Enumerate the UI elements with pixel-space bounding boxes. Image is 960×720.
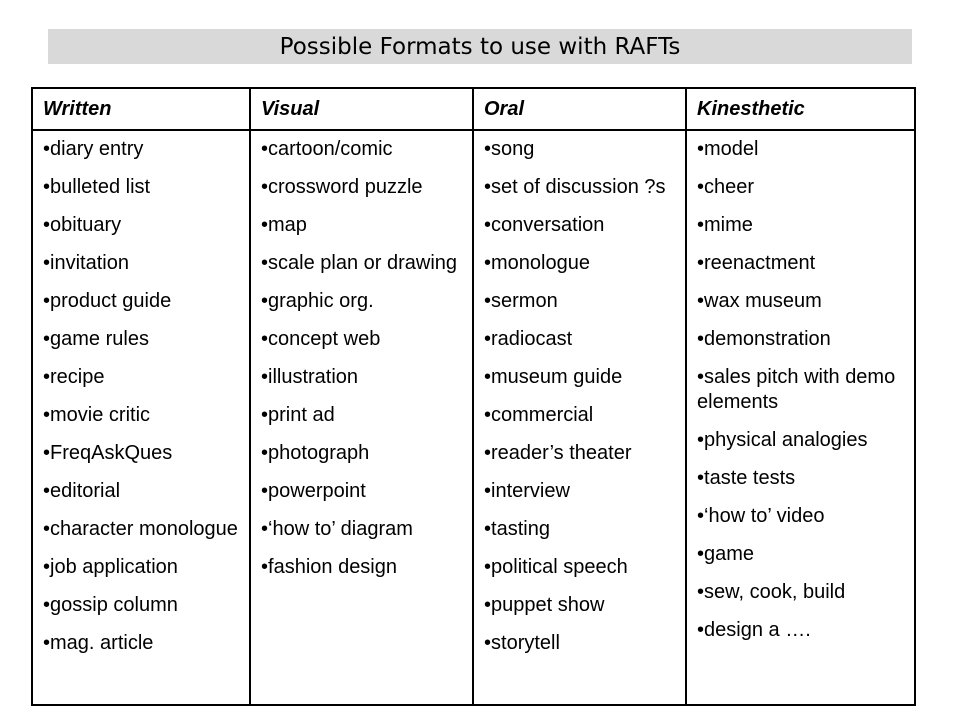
- kinesthetic-list: [697, 137, 908, 643]
- list-item: • radiocast: [484, 327, 679, 352]
- list-item: • concept web: [261, 327, 466, 352]
- list-item: • game rules: [43, 327, 243, 352]
- list-item: • gossip column: [43, 593, 243, 618]
- page-title: Possible Formats to use with RAFTs: [279, 33, 681, 60]
- header-row: [32, 88, 915, 130]
- list-item: • photograph: [261, 441, 466, 466]
- list-item: • graphic org.: [261, 289, 466, 314]
- oral-cell: [473, 130, 686, 705]
- list-item: • sew, cook, build: [697, 580, 908, 605]
- list-item: • cartoon/comic: [261, 137, 466, 162]
- list-item: • map: [261, 213, 466, 238]
- list-item: • ‘how to’ video: [697, 504, 908, 529]
- list-item: • model: [697, 137, 908, 162]
- list-item: • political speech: [484, 555, 679, 580]
- list-item: • interview: [484, 479, 679, 504]
- visual-list: [261, 137, 466, 580]
- list-item: • FreqAskQues: [43, 441, 243, 466]
- header-kinesthetic: Kinesthetic: [686, 88, 915, 130]
- visual-cell: [250, 130, 473, 705]
- list-item: • character monologue: [43, 517, 243, 542]
- list-item: • print ad: [261, 403, 466, 428]
- list-item: • physical analogies: [697, 428, 908, 453]
- list-item: • product guide: [43, 289, 243, 314]
- list-item: • mime: [697, 213, 908, 238]
- list-item: • demonstration: [697, 327, 908, 352]
- list-item: • monologue: [484, 251, 679, 276]
- oral-list: [484, 137, 679, 656]
- list-item: • reenactment: [697, 251, 908, 276]
- list-item: • cheer: [697, 175, 908, 200]
- list-item: • diary entry: [43, 137, 243, 162]
- list-item: • powerpoint: [261, 479, 466, 504]
- items-row: [32, 130, 915, 705]
- list-item: • illustration: [261, 365, 466, 390]
- list-item: • movie critic: [43, 403, 243, 428]
- title-bar: [48, 29, 912, 64]
- list-item: • puppet show: [484, 593, 679, 618]
- kinesthetic-cell: [686, 130, 915, 705]
- list-item: • set of discussion ?s: [484, 175, 679, 200]
- list-item: • museum guide: [484, 365, 679, 390]
- list-item: • reader’s theater: [484, 441, 679, 466]
- list-item: • bulleted list: [43, 175, 243, 200]
- list-item: • job application: [43, 555, 243, 580]
- list-item: • design a ….: [697, 618, 908, 643]
- formats-table: [31, 87, 916, 706]
- list-item: • tasting: [484, 517, 679, 542]
- list-item: • storytell: [484, 631, 679, 656]
- list-item: • mag. article: [43, 631, 243, 656]
- list-item: • sermon: [484, 289, 679, 314]
- list-item: • scale plan or drawing: [261, 251, 466, 276]
- header-written: Written: [32, 88, 250, 130]
- list-item: • game: [697, 542, 908, 567]
- list-item: • conversation: [484, 213, 679, 238]
- list-item: • editorial: [43, 479, 243, 504]
- list-item: • taste tests: [697, 466, 908, 491]
- list-item: • fashion design: [261, 555, 466, 580]
- list-item: • sales pitch with demo elements: [697, 365, 908, 415]
- header-visual: Visual: [250, 88, 473, 130]
- written-cell: [32, 130, 250, 705]
- list-item: • song: [484, 137, 679, 162]
- list-item: • invitation: [43, 251, 243, 276]
- written-list: [43, 137, 243, 656]
- list-item: • wax museum: [697, 289, 908, 314]
- header-oral: Oral: [473, 88, 686, 130]
- list-item: • crossword puzzle: [261, 175, 466, 200]
- list-item: • recipe: [43, 365, 243, 390]
- list-item: • ‘how to’ diagram: [261, 517, 466, 542]
- list-item: • obituary: [43, 213, 243, 238]
- list-item: • commercial: [484, 403, 679, 428]
